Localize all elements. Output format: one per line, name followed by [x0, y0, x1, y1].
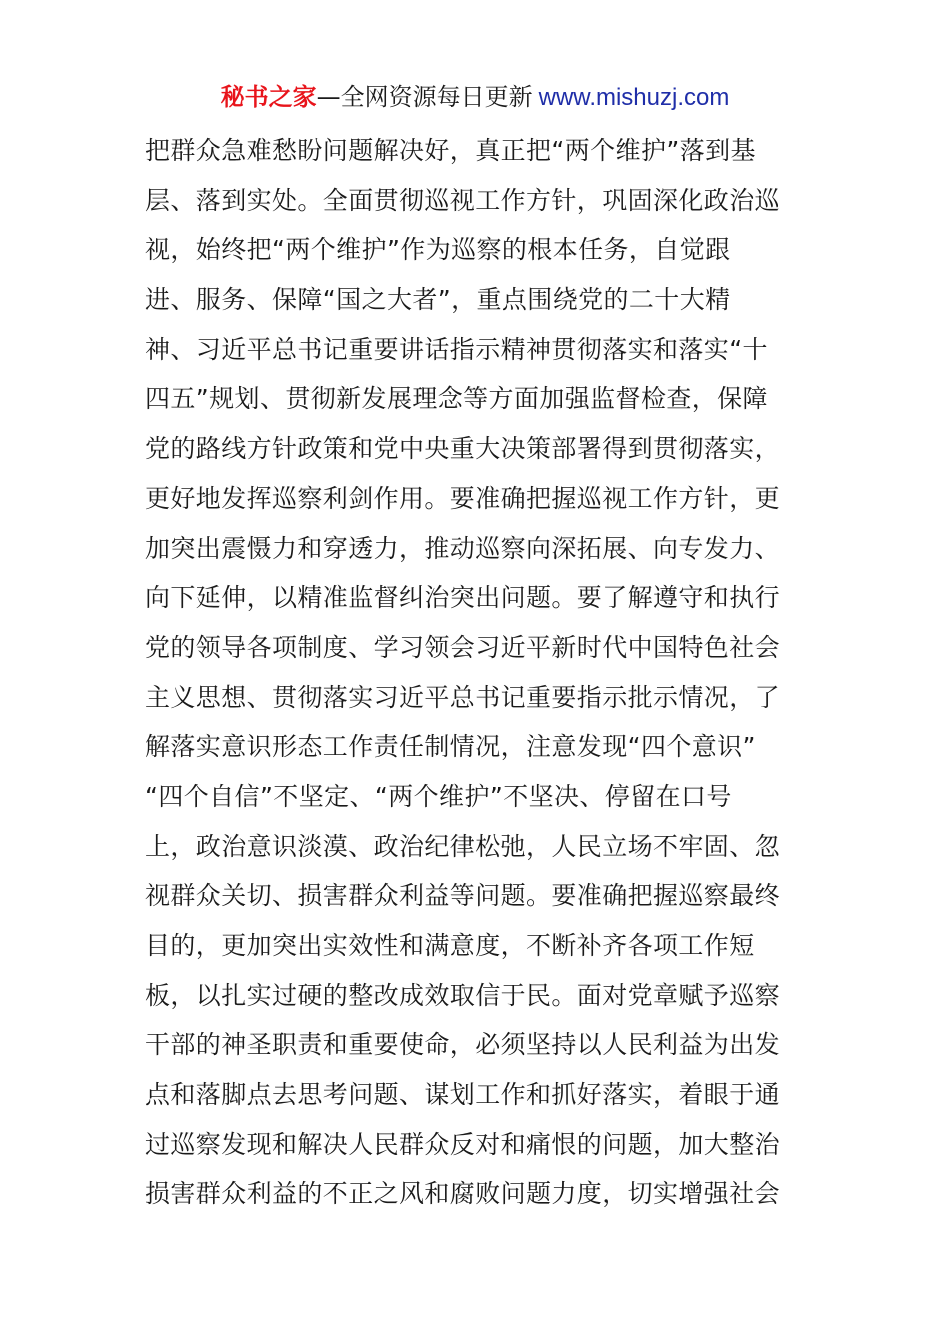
paragraph-line: 视，始终把“两个维护”作为巡察的根本任务，自觉跟 [145, 235, 731, 265]
paragraph-line: 上，政治意识淡漠、政治纪律松弛，人民立场不牢固、忽 [145, 831, 781, 861]
paragraph-line: 过巡察发现和解决人民群众反对和痛恨的问题，加大整治 [145, 1129, 781, 1159]
paragraph-line: 主义思想、贯彻落实习近平总书记重要指示批示情况，了 [145, 682, 781, 712]
document-body [145, 126, 825, 1219]
paragraph-line: 损害群众利益的不正之风和腐败问题力度，切实增强社会 [145, 1179, 781, 1209]
paragraph-line: 层、落到实处。全面贯彻巡视工作方针，巩固深化政治巡 [145, 185, 781, 215]
paragraph-line: 党的路线方针政策和党中央重大决策部署得到贯彻落实， [145, 434, 781, 464]
website-link[interactable]: www.mishuzj.com [538, 84, 730, 111]
paragraph-line: “四个自信”不坚定、“两个维护”不坚决、停留在口号 [145, 781, 732, 811]
paragraph-line: 四五”规划、贯彻新发展理念等方面加强监督检查，保障 [145, 384, 768, 414]
header-tagline: —全网资源每日更新 [316, 83, 533, 111]
paragraph-line: 视群众关切、损害群众利益等问题。要准确把握巡察最终 [145, 881, 781, 911]
paragraph-line: 解落实意识形态工作责任制情况，注意发现“四个意识” [145, 732, 756, 762]
paragraph-line: 板，以扎实过硬的整改成效取信于民。面对党章赋予巡察 [145, 980, 781, 1010]
paragraph-line: 干部的神圣职责和重要使命，必须坚持以人民利益为出发 [145, 1030, 781, 1060]
paragraph-line: 进、服务、保障“国之大者”，重点围绕党的二十大精 [145, 285, 731, 315]
paragraph-line: 神、习近平总书记重要讲话指示精神贯彻落实和落实“十 [145, 334, 768, 364]
paragraph-line: 党的领导各项制度、学习领会习近平新时代中国特色社会 [145, 632, 781, 662]
paragraph-line: 加突出震慑力和穿透力，推动巡察向深拓展、向专发力、 [145, 533, 781, 563]
paragraph-line: 点和落脚点去思考问题、谋划工作和抓好落实，着眼于通 [145, 1080, 781, 1110]
brand-name: 秘书之家 [220, 83, 317, 111]
paragraph-line: 向下延伸，以精准监督纠治突出问题。要了解遵守和执行 [145, 583, 781, 613]
paragraph-line: 更好地发挥巡察利剑作用。要准确把握巡视工作方针，更 [145, 483, 781, 513]
page-header [0, 80, 950, 115]
paragraph-line: 把群众急难愁盼问题解决好，真正把“两个维护”落到基 [145, 136, 756, 165]
paragraph-line: 目的，更加突出实效性和满意度，不断补齐各项工作短 [145, 931, 755, 960]
